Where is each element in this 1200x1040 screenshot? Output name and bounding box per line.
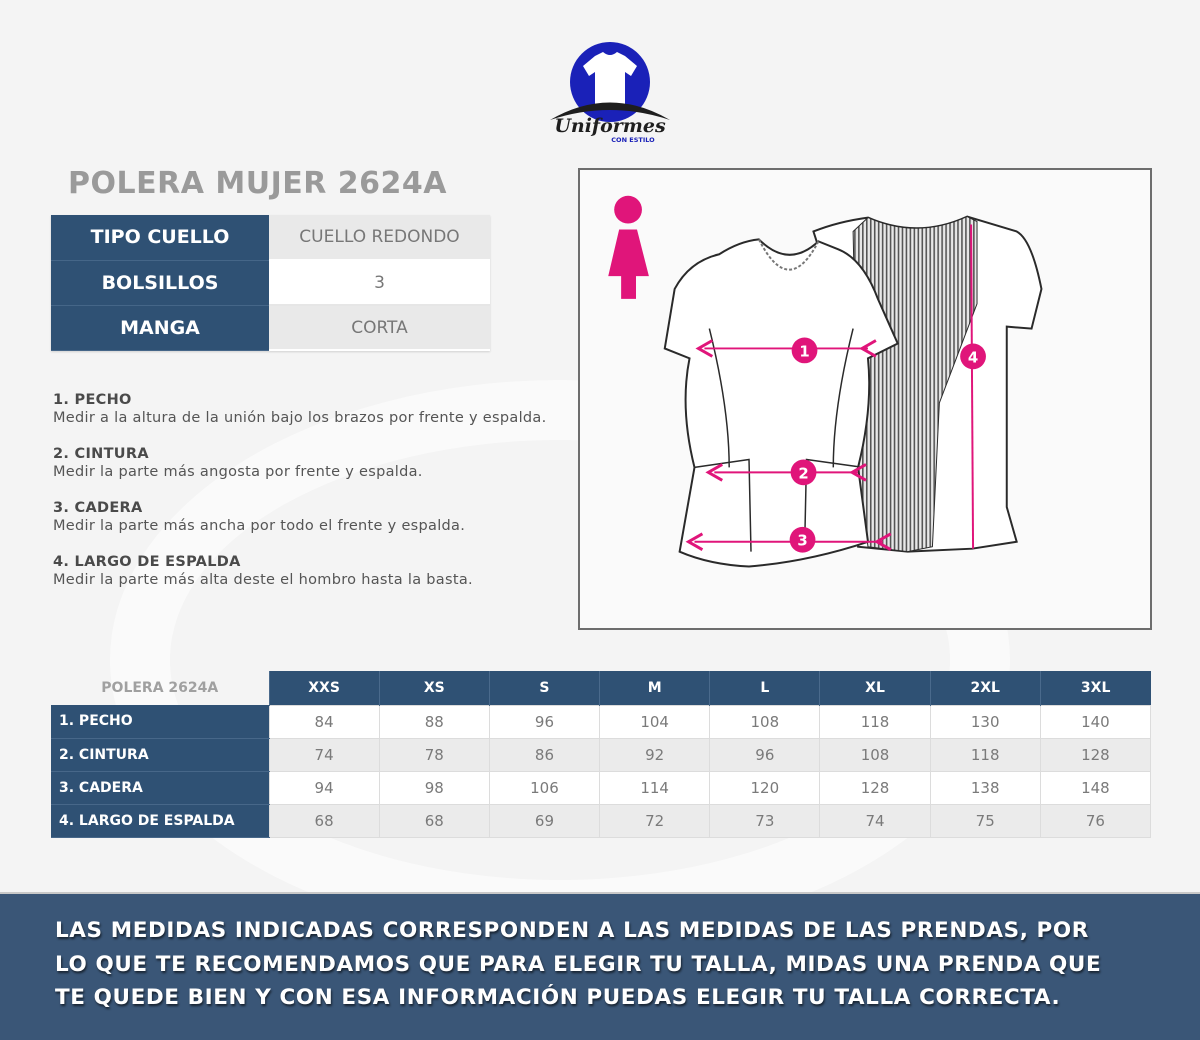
table-cell: 84 [269, 705, 379, 738]
size-header: 3XL [1040, 671, 1150, 705]
measurement-instructions [53, 392, 553, 608]
spec-value: CORTA [269, 305, 490, 350]
spec-value: CUELLO REDONDO [269, 215, 490, 260]
instruction-item [53, 554, 553, 589]
instruction-title: 3. CADERA [53, 500, 143, 516]
table-cell: 74 [269, 738, 379, 771]
spec-value: 3 [269, 260, 490, 305]
table-cell: 76 [1040, 804, 1150, 837]
table-cell: 108 [820, 738, 930, 771]
table-cell: 128 [820, 771, 930, 804]
brand-name: Uniformes [554, 115, 666, 137]
size-header: 2XL [930, 671, 1040, 705]
disclaimer-line: TE QUEDE BIEN Y CON ESA INFORMACIÓN PUEDAS ELEGIR TU TALLA CORRECTA. [55, 985, 1061, 1010]
marker-1: 1 [799, 342, 810, 361]
brand-tagline: CON ESTILO [611, 136, 655, 144]
row-label: 1. PECHO [51, 705, 269, 738]
spec-label: TIPO CUELLO [51, 215, 269, 260]
table-row [51, 771, 1151, 804]
disclaimer-line: LAS MEDIDAS INDICADAS CORRESPONDEN A LAS MEDIDAS DE LAS PRENDAS, POR [55, 918, 1089, 943]
table-row [51, 705, 1151, 738]
disclaimer-line: LO QUE TE RECOMENDAMOS QUE PARA ELEGIR TU TALLA, MIDAS UNA PRENDA QUE [55, 951, 1102, 977]
table-cell: 74 [820, 804, 930, 837]
table-cell: 104 [600, 705, 710, 738]
table-cell: 78 [379, 738, 489, 771]
instruction-title: 4. LARGO DE ESPALDA [53, 554, 241, 570]
table-cell: 92 [600, 738, 710, 771]
table-cell: 96 [489, 705, 599, 738]
table-cell: 118 [930, 738, 1040, 771]
table-cell: 128 [1040, 738, 1150, 771]
instruction-title: 1. PECHO [53, 392, 132, 408]
table-cell: 88 [379, 705, 489, 738]
size-header: M [600, 671, 710, 705]
instruction-item [53, 500, 553, 535]
garment-diagram [578, 168, 1152, 630]
instruction-desc: Medir la parte más alta deste el hombro hasta la basta. [53, 572, 473, 588]
table-corner-label: POLERA 2624A [101, 680, 219, 696]
row-label: 4. LARGO DE ESPALDA [51, 804, 269, 837]
row-label: 2. CINTURA [51, 738, 269, 771]
table-cell: 69 [489, 804, 599, 837]
size-header: XS [379, 671, 489, 705]
disclaimer-banner [0, 892, 1200, 1040]
size-header: XL [820, 671, 930, 705]
product-title: POLERA MUJER 2624A [68, 166, 447, 201]
table-cell: 96 [710, 738, 820, 771]
table-cell: 98 [379, 771, 489, 804]
table-cell: 130 [930, 705, 1040, 738]
table-cell: 114 [600, 771, 710, 804]
spec-label: BOLSILLOS [51, 260, 269, 305]
front-garment-drawing [665, 239, 898, 566]
size-header-row [51, 671, 1151, 705]
table-cell: 148 [1040, 771, 1150, 804]
spec-label: MANGA [51, 305, 269, 350]
instruction-title: 2. CINTURA [53, 446, 149, 462]
table-cell: 138 [930, 771, 1040, 804]
size-header: XXS [269, 671, 379, 705]
female-figure-icon [608, 196, 649, 299]
table-row [51, 804, 1151, 837]
size-chart-table [51, 671, 1151, 838]
size-header: S [489, 671, 599, 705]
instruction-item [53, 446, 553, 481]
spec-table [51, 215, 490, 351]
table-cell: 106 [489, 771, 599, 804]
instruction-item [53, 392, 553, 427]
brand-logo [545, 40, 675, 148]
row-label: 3. CADERA [51, 771, 269, 804]
table-cell: 73 [710, 804, 820, 837]
table-row [51, 738, 1151, 771]
instruction-desc: Medir la parte más angosta por frente y espalda. [53, 464, 423, 480]
table-cell: 140 [1040, 705, 1150, 738]
table-cell: 68 [269, 804, 379, 837]
marker-4: 4 [967, 348, 979, 367]
table-cell: 108 [710, 705, 820, 738]
size-header: L [710, 671, 820, 705]
table-cell: 118 [820, 705, 930, 738]
marker-2: 2 [798, 464, 809, 483]
table-cell: 72 [600, 804, 710, 837]
table-cell: 68 [379, 804, 489, 837]
tshirt-logo-icon [545, 40, 675, 148]
spec-row [51, 305, 490, 350]
instruction-desc: Medir a la altura de la unión bajo los brazos por frente y espalda. [53, 410, 547, 426]
spec-row [51, 215, 490, 260]
instruction-desc: Medir la parte más ancha por todo el frente y espalda. [53, 518, 466, 534]
table-cell: 94 [269, 771, 379, 804]
table-cell: 120 [710, 771, 820, 804]
table-cell: 75 [930, 804, 1040, 837]
table-cell: 86 [489, 738, 599, 771]
spec-row [51, 260, 490, 305]
marker-3: 3 [797, 531, 808, 550]
